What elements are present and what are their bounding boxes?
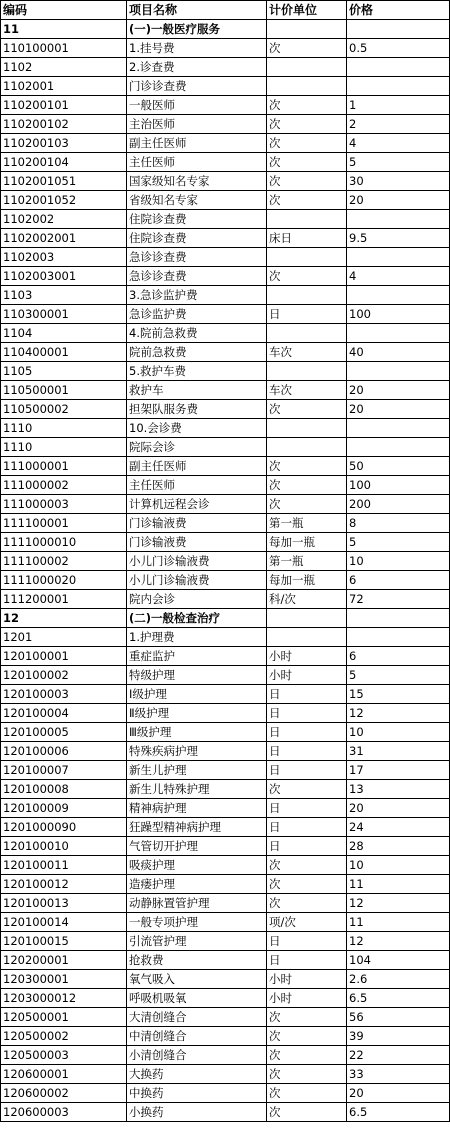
cell-name: 急诊诊查费 bbox=[127, 248, 267, 267]
cell-name: 氧气吸入 bbox=[127, 970, 267, 989]
cell-code: 1203000012 bbox=[1, 989, 127, 1008]
cell-name: Ⅰ级护理 bbox=[127, 685, 267, 704]
cell-unit: 车次 bbox=[267, 343, 347, 362]
table-row bbox=[1, 77, 450, 96]
cell-code: 120100006 bbox=[1, 742, 127, 761]
cell-price: 30 bbox=[347, 172, 450, 191]
cell-name: 小清创缝合 bbox=[127, 1046, 267, 1065]
cell-code: 110200103 bbox=[1, 134, 127, 153]
cell-code: 120100014 bbox=[1, 913, 127, 932]
cell-price bbox=[347, 438, 450, 457]
cell-unit bbox=[267, 210, 347, 229]
table-row bbox=[1, 894, 450, 913]
cell-unit bbox=[267, 58, 347, 77]
table-row bbox=[1, 286, 450, 305]
cell-price: 104 bbox=[347, 951, 450, 970]
cell-code: 120100007 bbox=[1, 761, 127, 780]
cell-code: 110500002 bbox=[1, 400, 127, 419]
table-row bbox=[1, 1065, 450, 1084]
cell-unit: 次 bbox=[267, 1046, 347, 1065]
cell-name: 主治医师 bbox=[127, 115, 267, 134]
cell-name: Ⅱ级护理 bbox=[127, 704, 267, 723]
cell-name: 中换药 bbox=[127, 1084, 267, 1103]
cell-unit: 日 bbox=[267, 723, 347, 742]
cell-name: 5.救护车费 bbox=[127, 362, 267, 381]
cell-name: 小儿门诊输液费 bbox=[127, 552, 267, 571]
cell-unit: 日 bbox=[267, 932, 347, 951]
table-row bbox=[1, 951, 450, 970]
cell-code: 1102001051 bbox=[1, 172, 127, 191]
cell-price: 5 bbox=[347, 666, 450, 685]
header-row bbox=[1, 1, 450, 20]
cell-name: 特级护理 bbox=[127, 666, 267, 685]
cell-unit bbox=[267, 20, 347, 39]
cell-code: 111000001 bbox=[1, 457, 127, 476]
cell-name: 吸痰护理 bbox=[127, 856, 267, 875]
cell-unit: 日 bbox=[267, 761, 347, 780]
cell-code: 1102 bbox=[1, 58, 127, 77]
cell-price: 12 bbox=[347, 894, 450, 913]
cell-price: 1 bbox=[347, 96, 450, 115]
cell-name: 呼吸机吸氧 bbox=[127, 989, 267, 1008]
cell-name: 3.急诊监护费 bbox=[127, 286, 267, 305]
cell-code: 120500002 bbox=[1, 1027, 127, 1046]
cell-unit: 日 bbox=[267, 305, 347, 324]
cell-code: 120500003 bbox=[1, 1046, 127, 1065]
cell-name: 住院诊查费 bbox=[127, 210, 267, 229]
cell-unit: 小时 bbox=[267, 970, 347, 989]
table-row bbox=[1, 438, 450, 457]
cell-price: 20 bbox=[347, 400, 450, 419]
cell-price: 15 bbox=[347, 685, 450, 704]
cell-name: 院前急救费 bbox=[127, 343, 267, 362]
table-row bbox=[1, 267, 450, 286]
cell-name: 1.挂号费 bbox=[127, 39, 267, 58]
cell-code: 1102003 bbox=[1, 248, 127, 267]
cell-price bbox=[347, 419, 450, 438]
cell-code: 111100002 bbox=[1, 552, 127, 571]
cell-name: 急诊诊查费 bbox=[127, 267, 267, 286]
cell-price: 0.5 bbox=[347, 39, 450, 58]
cell-price bbox=[347, 58, 450, 77]
cell-price: 6.5 bbox=[347, 989, 450, 1008]
cell-code: 120100003 bbox=[1, 685, 127, 704]
cell-price bbox=[347, 210, 450, 229]
table-row bbox=[1, 837, 450, 856]
cell-name: 1.护理费 bbox=[127, 628, 267, 647]
cell-name: 一般医师 bbox=[127, 96, 267, 115]
cell-code: 120100001 bbox=[1, 647, 127, 666]
cell-price bbox=[347, 20, 450, 39]
cell-code: 120600003 bbox=[1, 1103, 127, 1122]
cell-price: 10 bbox=[347, 723, 450, 742]
table-row bbox=[1, 210, 450, 229]
cell-unit bbox=[267, 77, 347, 96]
cell-code: 11 bbox=[1, 20, 127, 39]
cell-name: 主任医师 bbox=[127, 476, 267, 495]
cell-unit: 次 bbox=[267, 400, 347, 419]
table-row bbox=[1, 191, 450, 210]
cell-unit: 次 bbox=[267, 191, 347, 210]
cell-unit: 小时 bbox=[267, 647, 347, 666]
cell-unit: 次 bbox=[267, 115, 347, 134]
cell-price bbox=[347, 609, 450, 628]
cell-unit bbox=[267, 419, 347, 438]
cell-code: 120100005 bbox=[1, 723, 127, 742]
cell-price bbox=[347, 324, 450, 343]
cell-code: 1103 bbox=[1, 286, 127, 305]
cell-code: 120100004 bbox=[1, 704, 127, 723]
cell-name: 小换药 bbox=[127, 1103, 267, 1122]
table-body bbox=[1, 20, 450, 1122]
table-row bbox=[1, 514, 450, 533]
cell-name: (二)一般检查治疗 bbox=[127, 609, 267, 628]
cell-price: 12 bbox=[347, 932, 450, 951]
cell-code: 1102002 bbox=[1, 210, 127, 229]
table-row bbox=[1, 400, 450, 419]
table-row bbox=[1, 172, 450, 191]
cell-code: 110300001 bbox=[1, 305, 127, 324]
cell-price: 20 bbox=[347, 191, 450, 210]
table-row bbox=[1, 932, 450, 951]
cell-name: 小儿门诊输液费 bbox=[127, 571, 267, 590]
cell-unit: 每加一瓶 bbox=[267, 571, 347, 590]
cell-price: 50 bbox=[347, 457, 450, 476]
cell-name: 造瘘护理 bbox=[127, 875, 267, 894]
cell-unit: 项/次 bbox=[267, 913, 347, 932]
cell-code: 1111000010 bbox=[1, 533, 127, 552]
table-row bbox=[1, 419, 450, 438]
cell-unit bbox=[267, 362, 347, 381]
table-row bbox=[1, 590, 450, 609]
cell-code: 110400001 bbox=[1, 343, 127, 362]
section-row bbox=[1, 609, 450, 628]
table-row bbox=[1, 153, 450, 172]
cell-code: 110500001 bbox=[1, 381, 127, 400]
cell-name: 2.诊查费 bbox=[127, 58, 267, 77]
table-row bbox=[1, 115, 450, 134]
cell-price: 56 bbox=[347, 1008, 450, 1027]
table-row bbox=[1, 39, 450, 58]
cell-price: 28 bbox=[347, 837, 450, 856]
cell-price: 31 bbox=[347, 742, 450, 761]
cell-unit: 次 bbox=[267, 153, 347, 172]
cell-price: 40 bbox=[347, 343, 450, 362]
table-row bbox=[1, 248, 450, 267]
table-row bbox=[1, 970, 450, 989]
table-row bbox=[1, 571, 450, 590]
cell-price: 39 bbox=[347, 1027, 450, 1046]
cell-price bbox=[347, 248, 450, 267]
cell-name: 狂躁型精神病护理 bbox=[127, 818, 267, 837]
cell-price bbox=[347, 77, 450, 96]
cell-price: 20 bbox=[347, 799, 450, 818]
cell-code: 111000002 bbox=[1, 476, 127, 495]
cell-price: 10 bbox=[347, 552, 450, 571]
cell-price: 10 bbox=[347, 856, 450, 875]
table-row bbox=[1, 381, 450, 400]
cell-name: 10.会诊费 bbox=[127, 419, 267, 438]
table-row bbox=[1, 1027, 450, 1046]
table-row bbox=[1, 533, 450, 552]
cell-name: 院际会诊 bbox=[127, 438, 267, 457]
cell-price: 6 bbox=[347, 571, 450, 590]
cell-name: 动静脉置管护理 bbox=[127, 894, 267, 913]
cell-price: 5 bbox=[347, 153, 450, 172]
table-row bbox=[1, 552, 450, 571]
cell-code: 120100012 bbox=[1, 875, 127, 894]
table-row bbox=[1, 305, 450, 324]
cell-unit: 日 bbox=[267, 837, 347, 856]
cell-unit: 科/次 bbox=[267, 590, 347, 609]
cell-code: 1102001 bbox=[1, 77, 127, 96]
table-row bbox=[1, 704, 450, 723]
cell-code: 120100011 bbox=[1, 856, 127, 875]
cell-name: 大清创缝合 bbox=[127, 1008, 267, 1027]
table-row bbox=[1, 799, 450, 818]
cell-name: 气管切开护理 bbox=[127, 837, 267, 856]
cell-price: 33 bbox=[347, 1065, 450, 1084]
cell-code: 120100002 bbox=[1, 666, 127, 685]
cell-unit: 次 bbox=[267, 1065, 347, 1084]
table-row bbox=[1, 343, 450, 362]
cell-name: 担架队服务费 bbox=[127, 400, 267, 419]
table-row bbox=[1, 913, 450, 932]
cell-price: 2 bbox=[347, 115, 450, 134]
table-row bbox=[1, 1084, 450, 1103]
cell-unit bbox=[267, 286, 347, 305]
cell-unit: 次 bbox=[267, 1027, 347, 1046]
cell-unit: 日 bbox=[267, 951, 347, 970]
cell-price: 4 bbox=[347, 134, 450, 153]
cell-price: 5 bbox=[347, 533, 450, 552]
cell-unit: 次 bbox=[267, 1103, 347, 1122]
cell-name: 计算机远程会诊 bbox=[127, 495, 267, 514]
cell-unit: 床日 bbox=[267, 229, 347, 248]
cell-price: 100 bbox=[347, 305, 450, 324]
cell-code: 120600001 bbox=[1, 1065, 127, 1084]
cell-name: 国家级知名专家 bbox=[127, 172, 267, 191]
cell-name: 精神病护理 bbox=[127, 799, 267, 818]
cell-name: 重症监护 bbox=[127, 647, 267, 666]
cell-code: 120500001 bbox=[1, 1008, 127, 1027]
section-row bbox=[1, 20, 450, 39]
table-row bbox=[1, 742, 450, 761]
cell-code: 1110 bbox=[1, 438, 127, 457]
cell-name: 急诊监护费 bbox=[127, 305, 267, 324]
table-row bbox=[1, 875, 450, 894]
cell-price bbox=[347, 628, 450, 647]
cell-unit: 次 bbox=[267, 894, 347, 913]
cell-name: 大换药 bbox=[127, 1065, 267, 1084]
cell-code: 1105 bbox=[1, 362, 127, 381]
cell-unit: 次 bbox=[267, 856, 347, 875]
cell-name: 一般专项护理 bbox=[127, 913, 267, 932]
table-row bbox=[1, 628, 450, 647]
cell-unit bbox=[267, 628, 347, 647]
cell-unit: 车次 bbox=[267, 381, 347, 400]
cell-unit bbox=[267, 609, 347, 628]
cell-name: 副主任医师 bbox=[127, 134, 267, 153]
table-row bbox=[1, 58, 450, 77]
cell-code: 120100008 bbox=[1, 780, 127, 799]
cell-code: 111100001 bbox=[1, 514, 127, 533]
table-row bbox=[1, 989, 450, 1008]
cell-price: 8 bbox=[347, 514, 450, 533]
table-row bbox=[1, 856, 450, 875]
cell-code: 1110 bbox=[1, 419, 127, 438]
cell-unit: 每加一瓶 bbox=[267, 533, 347, 552]
cell-code: 120100013 bbox=[1, 894, 127, 913]
cell-unit: 次 bbox=[267, 1084, 347, 1103]
cell-name: 住院诊查费 bbox=[127, 229, 267, 248]
cell-name: 门诊诊查费 bbox=[127, 77, 267, 96]
header-name: 项目名称 bbox=[127, 1, 267, 20]
cell-unit: 次 bbox=[267, 96, 347, 115]
table-row bbox=[1, 1046, 450, 1065]
table-row bbox=[1, 1008, 450, 1027]
cell-code: 1201000090 bbox=[1, 818, 127, 837]
cell-price: 2.6 bbox=[347, 970, 450, 989]
table-row bbox=[1, 666, 450, 685]
cell-code: 120200001 bbox=[1, 951, 127, 970]
cell-price: 72 bbox=[347, 590, 450, 609]
cell-unit: 第一瓶 bbox=[267, 514, 347, 533]
cell-unit: 次 bbox=[267, 495, 347, 514]
cell-code: 1102003001 bbox=[1, 267, 127, 286]
cell-price: 12 bbox=[347, 704, 450, 723]
cell-unit bbox=[267, 248, 347, 267]
cell-unit: 次 bbox=[267, 172, 347, 191]
cell-price: 200 bbox=[347, 495, 450, 514]
table-row bbox=[1, 96, 450, 115]
table-row bbox=[1, 818, 450, 837]
cell-name: 主任医师 bbox=[127, 153, 267, 172]
cell-price: 20 bbox=[347, 1084, 450, 1103]
cell-code: 120100010 bbox=[1, 837, 127, 856]
cell-name: 4.院前急救费 bbox=[127, 324, 267, 343]
cell-unit: 日 bbox=[267, 818, 347, 837]
cell-name: 院内会诊 bbox=[127, 590, 267, 609]
table-row bbox=[1, 362, 450, 381]
cell-name: 救护车 bbox=[127, 381, 267, 400]
cell-code: 120100015 bbox=[1, 932, 127, 951]
cell-price: 20 bbox=[347, 381, 450, 400]
cell-code: 12 bbox=[1, 609, 127, 628]
table-row bbox=[1, 647, 450, 666]
cell-name: 副主任医师 bbox=[127, 457, 267, 476]
header-unit: 计价单位 bbox=[267, 1, 347, 20]
cell-price: 17 bbox=[347, 761, 450, 780]
cell-unit: 次 bbox=[267, 875, 347, 894]
cell-unit bbox=[267, 324, 347, 343]
cell-code: 120100009 bbox=[1, 799, 127, 818]
cell-code: 1201 bbox=[1, 628, 127, 647]
cell-price: 100 bbox=[347, 476, 450, 495]
cell-price: 4 bbox=[347, 267, 450, 286]
cell-code: 110200102 bbox=[1, 115, 127, 134]
cell-unit: 次 bbox=[267, 1008, 347, 1027]
cell-code: 120600002 bbox=[1, 1084, 127, 1103]
cell-price bbox=[347, 362, 450, 381]
cell-unit: 日 bbox=[267, 704, 347, 723]
cell-unit: 第一瓶 bbox=[267, 552, 347, 571]
cell-price: 9.5 bbox=[347, 229, 450, 248]
cell-code: 111000003 bbox=[1, 495, 127, 514]
cell-name: 新生儿特殊护理 bbox=[127, 780, 267, 799]
cell-unit: 次 bbox=[267, 267, 347, 286]
table-row bbox=[1, 780, 450, 799]
cell-price: 11 bbox=[347, 875, 450, 894]
cell-unit: 日 bbox=[267, 799, 347, 818]
cell-price: 22 bbox=[347, 1046, 450, 1065]
table-row bbox=[1, 495, 450, 514]
table-row bbox=[1, 1103, 450, 1122]
cell-unit: 次 bbox=[267, 780, 347, 799]
cell-unit: 次 bbox=[267, 39, 347, 58]
cell-price: 6 bbox=[347, 647, 450, 666]
cell-name: 门诊输液费 bbox=[127, 514, 267, 533]
cell-name: 省级知名专家 bbox=[127, 191, 267, 210]
cell-unit bbox=[267, 438, 347, 457]
cell-code: 110200104 bbox=[1, 153, 127, 172]
cell-unit: 日 bbox=[267, 685, 347, 704]
cell-name: 中清创缝合 bbox=[127, 1027, 267, 1046]
cell-unit: 次 bbox=[267, 457, 347, 476]
table-row bbox=[1, 134, 450, 153]
cell-price: 11 bbox=[347, 913, 450, 932]
cell-unit: 次 bbox=[267, 134, 347, 153]
table-row bbox=[1, 723, 450, 742]
table-row bbox=[1, 476, 450, 495]
cell-price: 24 bbox=[347, 818, 450, 837]
cell-price bbox=[347, 286, 450, 305]
cell-code: 1102002001 bbox=[1, 229, 127, 248]
cell-name: (一)一般医疗服务 bbox=[127, 20, 267, 39]
table-row bbox=[1, 229, 450, 248]
cell-name: 抢救费 bbox=[127, 951, 267, 970]
cell-name: 新生儿护理 bbox=[127, 761, 267, 780]
cell-unit: 日 bbox=[267, 742, 347, 761]
cell-code: 111200001 bbox=[1, 590, 127, 609]
cell-code: 1111000020 bbox=[1, 571, 127, 590]
cell-name: 特殊疾病护理 bbox=[127, 742, 267, 761]
cell-unit: 小时 bbox=[267, 989, 347, 1008]
table-row bbox=[1, 761, 450, 780]
cell-price: 13 bbox=[347, 780, 450, 799]
cell-code: 110200101 bbox=[1, 96, 127, 115]
cell-code: 1104 bbox=[1, 324, 127, 343]
cell-unit: 次 bbox=[267, 476, 347, 495]
header-code: 编码 bbox=[1, 1, 127, 20]
header-price: 价格 bbox=[347, 1, 450, 20]
cell-code: 1102001052 bbox=[1, 191, 127, 210]
table-row bbox=[1, 324, 450, 343]
table-row bbox=[1, 685, 450, 704]
cell-name: Ⅲ级护理 bbox=[127, 723, 267, 742]
cell-unit: 小时 bbox=[267, 666, 347, 685]
table-row bbox=[1, 457, 450, 476]
cell-price: 6.5 bbox=[347, 1103, 450, 1122]
cell-code: 110100001 bbox=[1, 39, 127, 58]
cell-code: 120300001 bbox=[1, 970, 127, 989]
cell-name: 引流管护理 bbox=[127, 932, 267, 951]
cell-name: 门诊输液费 bbox=[127, 533, 267, 552]
